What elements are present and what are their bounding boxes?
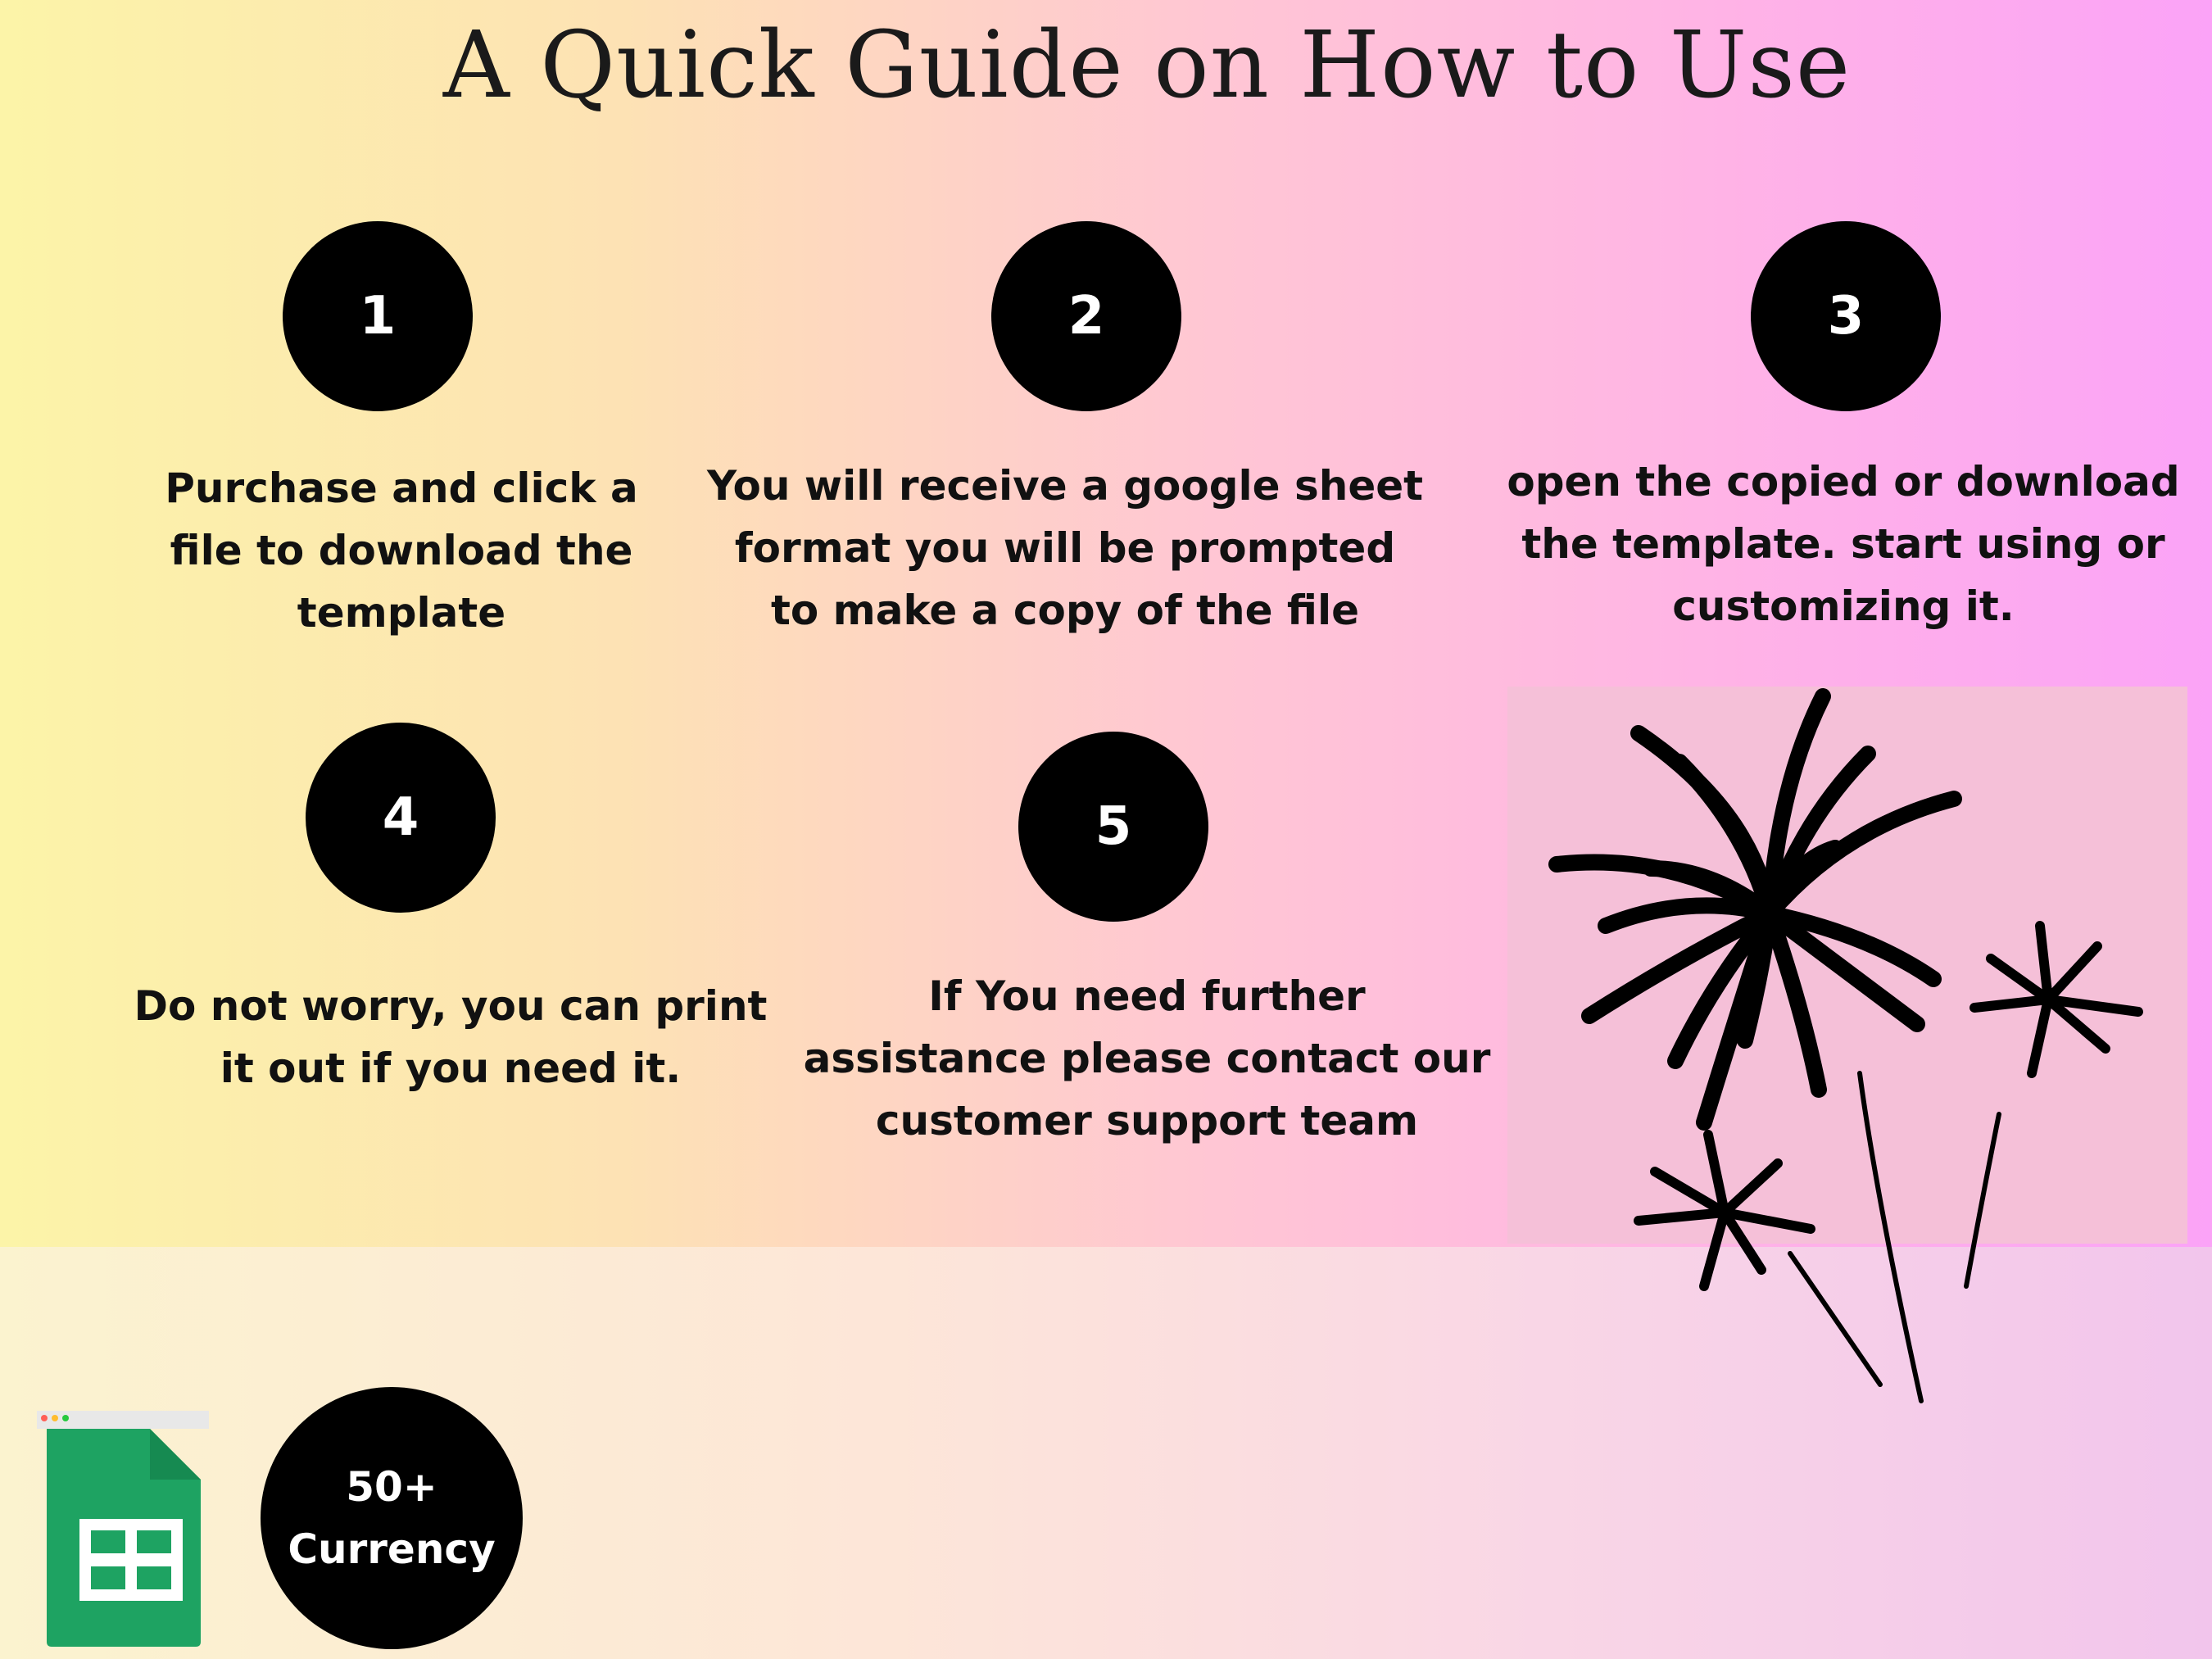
step-2-number: 2 bbox=[991, 221, 1181, 411]
currency-badge-label: Currency bbox=[288, 1525, 496, 1573]
step-4-number: 4 bbox=[306, 723, 496, 913]
step-5-text: If You need further assistance please contact our customer support team bbox=[803, 972, 1491, 1145]
step-2-text: You will receive a google sheet format you will be prompted to make a copy of the file bbox=[706, 462, 1424, 634]
page-title: A Quick Guide on How to Use bbox=[442, 12, 1852, 119]
currency-badge bbox=[261, 1387, 523, 1649]
step-1-text: Purchase and click a file to download the template bbox=[165, 465, 638, 637]
step-4-text: Do not worry, you can print it out if you need it. bbox=[134, 982, 768, 1092]
currency-badge-count: 50+ bbox=[346, 1463, 437, 1511]
step-3-number: 3 bbox=[1751, 221, 1941, 411]
step-1-number: 1 bbox=[283, 221, 473, 411]
google-sheets-icon bbox=[37, 1411, 209, 1648]
step-5-number: 5 bbox=[1018, 732, 1208, 922]
step-3-text: open the copied or download the template. start using or customizing it. bbox=[1507, 458, 2180, 630]
fireworks-icon bbox=[1507, 664, 2196, 1426]
